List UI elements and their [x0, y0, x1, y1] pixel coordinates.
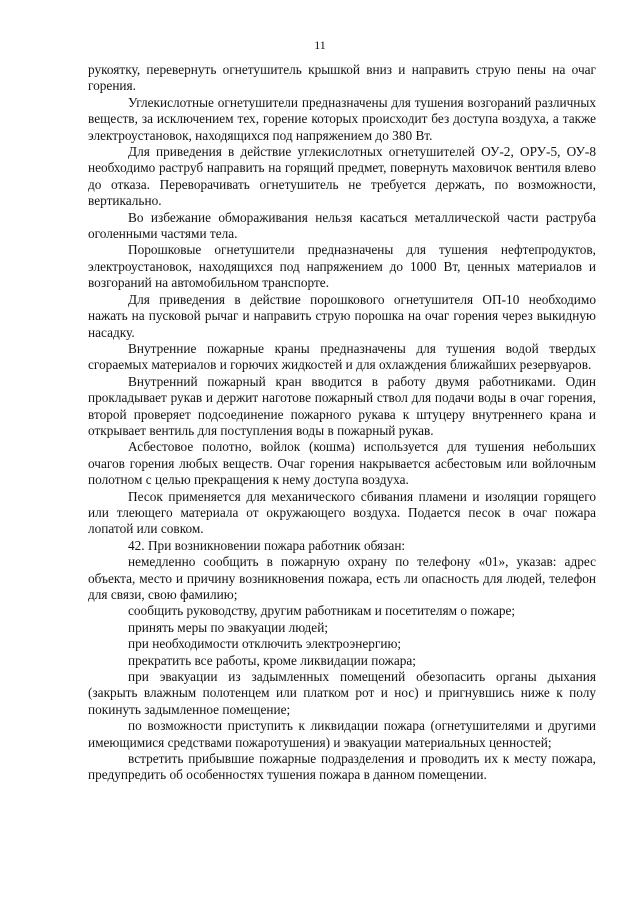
paragraph: Внутренний пожарный кран вводится в работу двумя работниками. Один прокладывает рукав и держит наготове пожарный ствол для подачи воды в очаг горения, второй проверяет подсоединение пожарного рукава к штуцеру внутреннего крана и открывает вентиль для поступления воды в пожарный рукав. [88, 373, 596, 438]
list-item: при эвакуации из задымленных помещений обезопасить органы дыхания (закрыть влажным полотенцем или платком рот и нос) и пригнувшись ниже к полу покинуть задымленное помещение; [88, 669, 596, 717]
list-item: встретить прибывшие пожарные подразделения и проводить их к месту пожара, предупредить об особенностях тушения пожара в данном помещении. [88, 751, 596, 783]
document-body [88, 62, 596, 784]
list-item: сообщить руководству, другим работникам и посетителям о пожаре; [128, 603, 516, 619]
paragraph: Внутренние пожарные краны предназначены для тушения водой твердых сгораемых материалов и горючих жидкостей и для охлаждения ближайших резервуаров. [88, 340, 596, 373]
list-item: по возможности приступить к ликвидации пожара (огнетушителями и другими имеющимися средствами пожаротушения) и эвакуации материальных ценностей; [88, 718, 596, 750]
page-number: 11 [314, 38, 326, 52]
paragraph: Песок применяется для механического сбивания пламени и изоляции горящего или тлеющего материала от окружающего воздуха. Подается песок в очаг пожара лопатой или совком. [88, 488, 596, 537]
paragraph: Углекислотные огнетушители предназначены для тушения возгораний различных веществ, за исключением тех, горение которых происходит без доступа воздуха, а также электроустановок, находящихся под напряжением до 380 Вт. [88, 94, 596, 143]
list-item: немедленно сообщить в пожарную охрану по телефону «01», указав: адрес объекта, место и причину возникновения пожара, есть ли опасность для людей, телефон для связи, свою фамилию; [88, 554, 596, 602]
list-item: прекратить все работы, кроме ликвидации пожара; [128, 652, 416, 668]
paragraph: Для приведения в действие углекислотных огнетушителей ОУ-2, ОРУ-5, ОУ-8 необходимо раструб направить на горящий предмет, повернуть маховичок вентиля влево до отказа. Переворачивать огнетушитель не требуется держать, по возможности, вертикально. [88, 144, 596, 209]
paragraph: Асбестовое полотно, войлок (кошма) используется для тушения небольших очагов горения любых веществ. Очаг горения накрывается асбестовым или войлочным полотном с целью прекращения к нему доступа воздуха. [88, 439, 596, 488]
paragraph: Для приведения в действие порошкового огнетушителя ОП-10 необходимо нажать на пусковой рычаг и направить струю порошка на очаг горения через выкидную насадку. [88, 291, 596, 340]
paragraph: рукоятку, перевернуть огнетушитель крышкой вниз и направить струю пены на очаг горения. [88, 62, 596, 94]
list-item: при необходимости отключить электроэнергию; [128, 636, 402, 652]
list-item: принять меры по эвакуации людей; [128, 619, 329, 635]
paragraph: Во избежание обмораживания нельзя касаться металлической части раструба оголенными частями тела. [88, 209, 596, 242]
paragraph: Порошковые огнетушители предназначены для тушения нефтепродуктов, электроустановок, находящихся под напряжением до 1000 Вт, ценных материалов и возгораний на автомобильном транспорте. [88, 242, 596, 291]
section-heading: 42. При возникновении пожара работник обязан: [128, 537, 406, 553]
